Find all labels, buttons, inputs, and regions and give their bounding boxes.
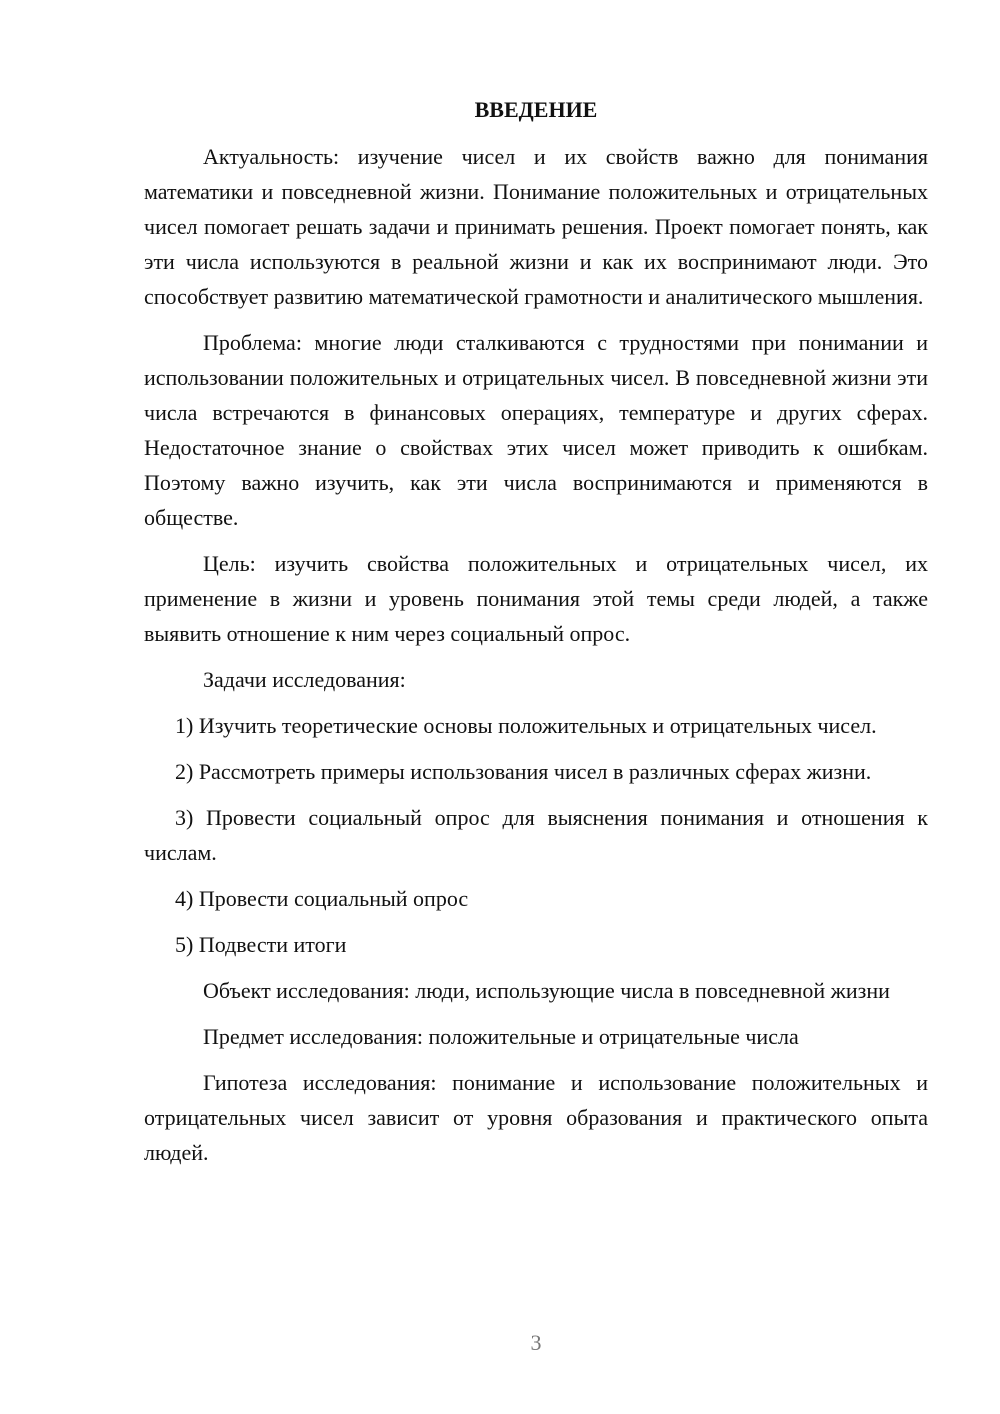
task-item-4: 4) Провести социальный опрос [175, 886, 469, 911]
task-item-1: 1) Изучить теоретические основы положительных и отрицательных чисел. [175, 713, 877, 738]
object-paragraph: Объект исследования: люди, использующие числа в повседневной жизни [203, 978, 890, 1003]
task-item-2: 2) Рассмотреть примеры использования чисел в различных сферах жизни. [175, 759, 872, 784]
goal-paragraph: Цель: изучить свойства положительных и отрицательных чисел, их применение в жизни и уровень понимания этой темы среди людей, а также выявить отношение к ним через социальный опрос. [144, 551, 928, 646]
subject-paragraph: Предмет исследования: положительные и отрицательные числа [203, 1024, 799, 1049]
task-item-3: 3) Провести социальный опрос для выяснения понимания и отношения к числам. [144, 805, 928, 865]
hypothesis-paragraph: Гипотеза исследования: понимание и использование положительных и отрицательных чисел зависит от уровня образования и практического опыта людей. [144, 1070, 928, 1165]
page-number: 3 [530, 1330, 542, 1355]
document-page [144, 92, 928, 1181]
section-title: ВВЕДЕНИЕ [474, 97, 598, 122]
task-item-5: 5) Подвести итоги [175, 932, 347, 957]
tasks-heading: Задачи исследования: [203, 667, 406, 692]
relevance-paragraph: Актуальность: изучение чисел и их свойств важно для понимания математики и повседневной жизни. Понимание положительных и отрицательных чисел помогает решать задачи и принимать решения. Проект помогает понять, как эти числа используются в реальной жизни и как их воспринимают люди. Это способствует развитию математической грамотности и аналитического мышления. [144, 144, 928, 309]
problem-paragraph: Проблема: многие люди сталкиваются с трудностями при понимании и использовании положительных и отрицательных чисел. В повседневной жизни эти числа встречаются в финансовых операциях, температуре и других сферах. Недостаточное знание о свойствах этих чисел может приводить к ошибкам. Поэтому важно изучить, как эти числа воспринимаются и применяются в обществе. [144, 330, 928, 530]
